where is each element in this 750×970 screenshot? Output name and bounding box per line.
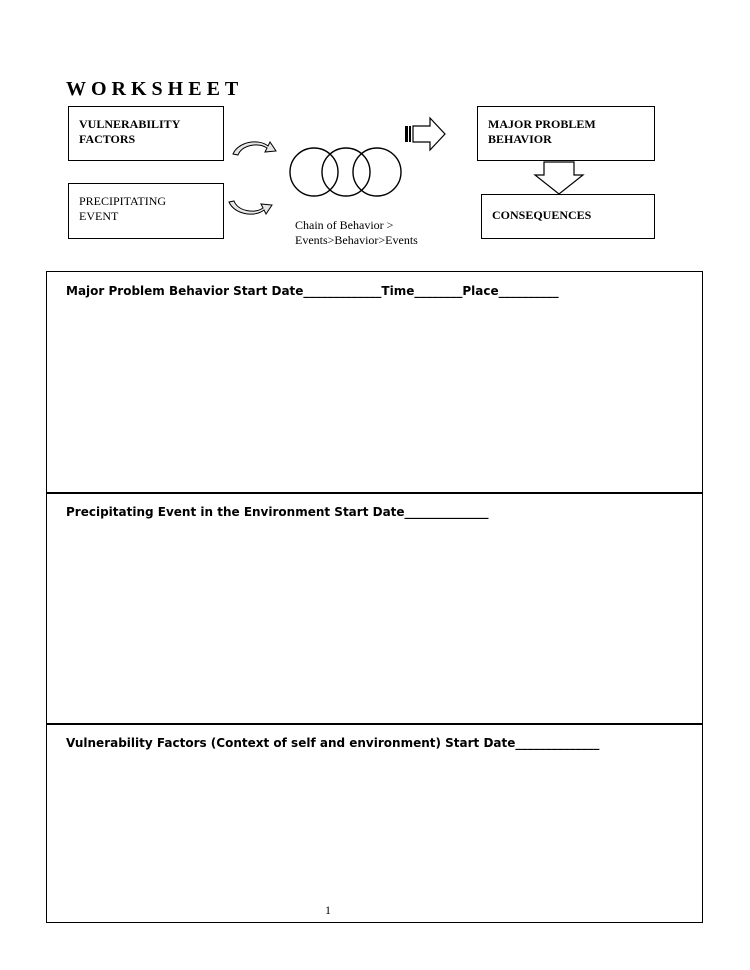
major-problem-heading: Major Problem Behavior Start Date_____________Time________Place__________ (66, 284, 559, 298)
major-problem-behavior-box (477, 106, 655, 161)
curved-arrow-icon (226, 198, 274, 220)
vulnerability-line-2: FACTORS (79, 132, 136, 146)
chain-label-line-2: Events>Behavior>Events (295, 233, 418, 247)
down-arrow-icon (533, 161, 585, 195)
chain-label-line-1: Chain of Behavior > (295, 218, 394, 232)
worksheet-title: WORKSHEET (66, 78, 244, 100)
major-problem-line-2: BEHAVIOR (488, 132, 552, 146)
major-problem-section[interactable] (47, 272, 702, 493)
precipitating-event-section[interactable] (47, 493, 702, 724)
striped-right-arrow-icon (404, 116, 446, 152)
vulnerability-line-1: VULNERABILITY (79, 117, 181, 131)
major-problem-line-1: MAJOR PROBLEM (488, 117, 596, 131)
precipitating-line-2: EVENT (79, 209, 119, 223)
page-number: 1 (325, 903, 331, 917)
precipitating-event-box (68, 183, 224, 239)
consequences-label: CONSEQUENCES (492, 208, 592, 222)
chain-circles-icon (288, 146, 404, 198)
precipitating-event-heading: Precipitating Event in the Environment Start Date______________ (66, 505, 489, 519)
vulnerability-factors-heading: Vulnerability Factors (Context of self and environment) Start Date______________ (66, 736, 600, 750)
behavior-form (46, 271, 703, 923)
chain-of-behavior-label (295, 218, 418, 248)
curved-arrow-icon (230, 136, 278, 158)
precipitating-line-1: PRECIPITATING (79, 194, 167, 208)
vulnerability-factors-box (68, 106, 224, 161)
consequences-box (481, 194, 655, 239)
vulnerability-factors-section[interactable] (47, 724, 702, 922)
